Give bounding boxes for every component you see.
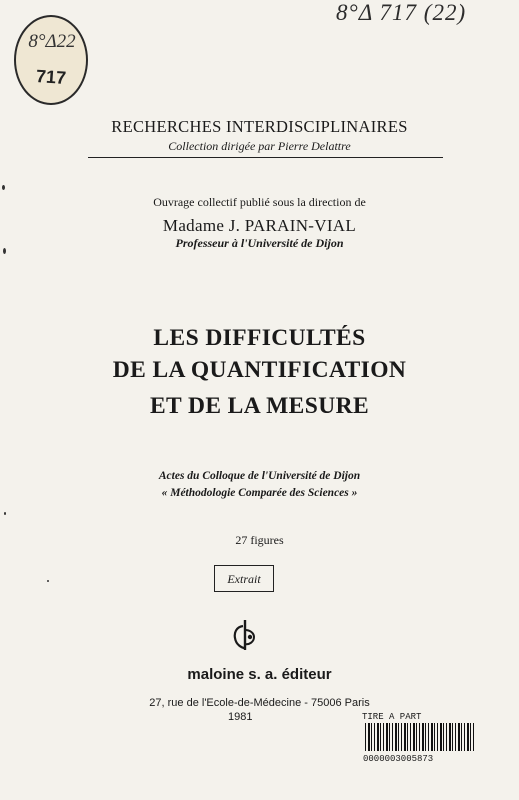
figure-count: 27 figures bbox=[235, 533, 284, 547]
margin-speck bbox=[47, 580, 49, 582]
publisher-name: maloine s. a. éditeur bbox=[187, 666, 332, 683]
colloquium-line-2: « Méthodologie Comparée des Sciences » bbox=[161, 487, 358, 499]
series-subtitle: Collection dirigée par Pierre Delattre bbox=[168, 139, 351, 153]
publication-year: 1981 bbox=[228, 711, 253, 723]
publisher-logo-icon bbox=[232, 618, 258, 652]
publisher-address: 27, rue de l'Ecole-de-Médecine - 75006 Paris bbox=[149, 697, 370, 709]
editor-role: Professeur à l'Université de Dijon bbox=[175, 236, 344, 250]
offprint-tag: TIRE A PART bbox=[362, 712, 422, 722]
margin-speck bbox=[3, 248, 6, 254]
barcode-number: 0000003005873 bbox=[363, 754, 434, 764]
editorial-intro: Ouvrage collectif publié sous la direction de bbox=[153, 195, 366, 209]
extrait-box: Extrait bbox=[214, 565, 274, 592]
library-stamp bbox=[14, 15, 88, 105]
margin-speck bbox=[4, 512, 6, 515]
stamp-number: 717 bbox=[35, 65, 67, 89]
colloquium-line-1: Actes du Colloque de l'Université de Dijon bbox=[158, 470, 361, 482]
offprint-label bbox=[359, 710, 489, 768]
stamp-handwritten-mark: 8°Δ22 bbox=[28, 31, 76, 52]
shelfmark-annotation: 8°Δ 717 (22) bbox=[336, 0, 467, 25]
book-title-line-3: ET DE LA MESURE bbox=[149, 393, 370, 419]
header-rule bbox=[88, 157, 443, 158]
series-title: RECHERCHES INTERDISCIPLINAIRES bbox=[111, 117, 408, 136]
barcode-icon bbox=[365, 723, 475, 751]
editor-name: Madame J. PARAIN-VIAL bbox=[162, 216, 357, 235]
book-title-line-1: LES DIFFICULTÉS bbox=[153, 325, 366, 351]
margin-speck bbox=[2, 185, 5, 190]
book-title-line-2: DE LA QUANTIFICATION bbox=[112, 357, 407, 383]
